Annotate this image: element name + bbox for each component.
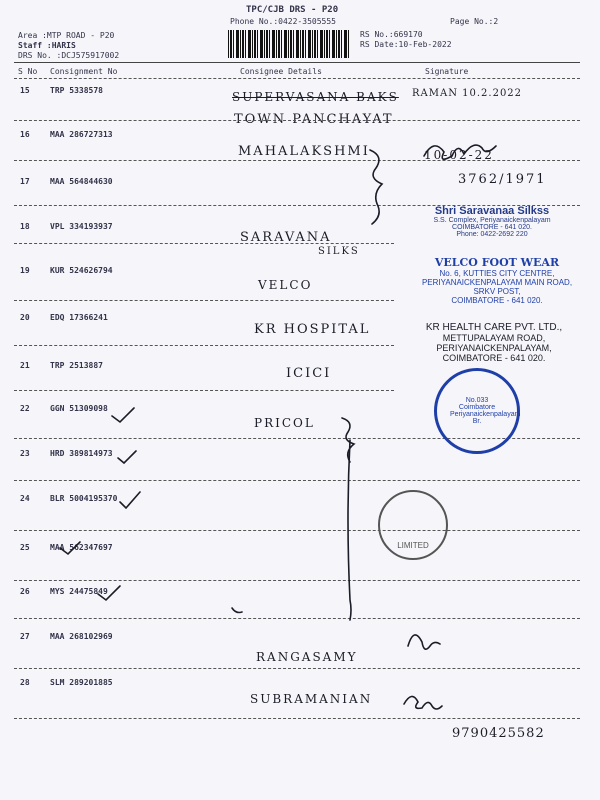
stamp-line: COIMBATORE - 641 020.: [452, 224, 532, 231]
row-sno: 17: [20, 177, 30, 186]
stamp-line: COIMBATORE - 641 020.: [442, 353, 546, 363]
row-consignment: TRP 2513887: [50, 361, 103, 370]
stamp-line: No. 6, KUTTIES CITY CENTRE,: [439, 269, 555, 278]
row-sno: 27: [20, 632, 30, 641]
row-sno: 19: [20, 266, 30, 275]
row-sno: 21: [20, 361, 30, 370]
row-consignee: MAHALAKSHMI: [238, 144, 370, 159]
row-consignee: ICICI: [286, 366, 332, 381]
row-consignment: EDQ 17366241: [50, 313, 108, 322]
page-number: Page No.:2: [450, 17, 499, 26]
row-consignment: GGN 51309098: [50, 404, 108, 413]
row-sno: 26: [20, 587, 30, 596]
col-consignment: Consignment No: [50, 67, 118, 76]
row-sno: 20: [20, 313, 30, 322]
stamp-line: VELCO FOOT WEAR: [434, 256, 560, 269]
row-sno: 28: [20, 678, 30, 687]
stamp-line: Shri Saravanaa Silkss: [434, 205, 550, 217]
row-sno: 22: [20, 404, 30, 413]
col-consignee: Consignee Details: [240, 67, 322, 76]
row-signature: 10-02-22: [424, 148, 494, 162]
row-consignment: MAA 268102969: [50, 632, 113, 641]
row-consignment: KUR 524626794: [50, 266, 113, 275]
stamp-line: COIMBATORE - 641 020.: [451, 296, 543, 305]
icici-round-stamp: [434, 368, 520, 454]
col-sno: S No: [18, 67, 38, 76]
row-sno: 23: [20, 449, 30, 458]
stamp-line: Phone: 0422-2692 220: [456, 231, 528, 238]
area-label: Area :MTP ROAD - P20: [18, 31, 115, 40]
stamp-line: KR HEALTH CARE PVT. LTD.,: [425, 322, 563, 333]
row-sno: 15: [20, 86, 30, 95]
row-sno: 18: [20, 222, 30, 231]
kr-healthcare-stamp: [404, 322, 584, 363]
staff-label: Staff :HARIS: [18, 41, 76, 50]
rs-date: RS Date:10-Feb-2022: [360, 40, 452, 49]
stamp-line: SRKV POST,: [473, 287, 521, 296]
row-signature: 3762/1971: [458, 172, 547, 187]
row-sno: 25: [20, 543, 30, 552]
row-consignment: VPL 334193937: [50, 222, 113, 231]
drs-number: DRS No. :DCJ575917002: [18, 51, 120, 60]
row-consignment: TRP 5338578: [50, 86, 103, 95]
row-consignee: SUPERVASANA BAKS: [232, 90, 399, 104]
phone-number: Phone No.:0422-3505555: [230, 17, 336, 26]
row-consignee: SARAVANA: [240, 230, 332, 245]
stamp-line: METTUPALAYAM ROAD,: [442, 333, 546, 343]
row-consignment: MYS 24475849: [50, 587, 108, 596]
row-consignee-line2: TOWN PANCHAYAT: [234, 112, 394, 127]
rs-number: RS No.:669170: [360, 30, 423, 39]
stamp-line: PERIYANAICKENPALAYAM MAIN ROAD,: [421, 278, 573, 287]
row-consignment: BLR 5004195370: [50, 494, 118, 503]
row-consignment: MAA 564844630: [50, 177, 113, 186]
row-sno: 16: [20, 130, 30, 139]
row-consignee: VELCO: [258, 278, 313, 292]
footer-phone: 9790425582: [452, 726, 545, 741]
saravana-stamp: [402, 205, 582, 238]
row-consignee: SUBRAMANIAN: [250, 692, 373, 706]
row-consignee-line2: SILKS: [318, 246, 360, 257]
row-consignment: MAA 286727313: [50, 130, 113, 139]
col-signature: Signature: [425, 67, 469, 76]
velco-stamp: [404, 256, 590, 305]
row-consignee: RANGASAMY: [256, 650, 358, 664]
row-sno: 24: [20, 494, 30, 503]
stamp-text: No.033 Coimbatore Periyanaickenpalayam Br.: [450, 397, 521, 425]
pricol-round-stamp: [378, 490, 448, 560]
row-consignee: KR HOSPITAL: [254, 322, 371, 337]
stamp-text: LIMITED: [397, 541, 429, 550]
row-consignment: MAA 562347697: [50, 543, 113, 552]
stamp-line: PERIYANAICKENPALAYAM,: [436, 343, 552, 353]
row-consignee: PRICOL: [254, 416, 315, 430]
row-consignment: SLM 289201885: [50, 678, 113, 687]
row-signature: RAMAN 10.2.2022: [412, 88, 523, 99]
document-title: TPC/CJB DRS - P20: [246, 5, 339, 15]
stamp-line: S.S. Complex, Periyanaickenpalayam: [433, 217, 551, 224]
row-consignment: HRD 389814973: [50, 449, 113, 458]
